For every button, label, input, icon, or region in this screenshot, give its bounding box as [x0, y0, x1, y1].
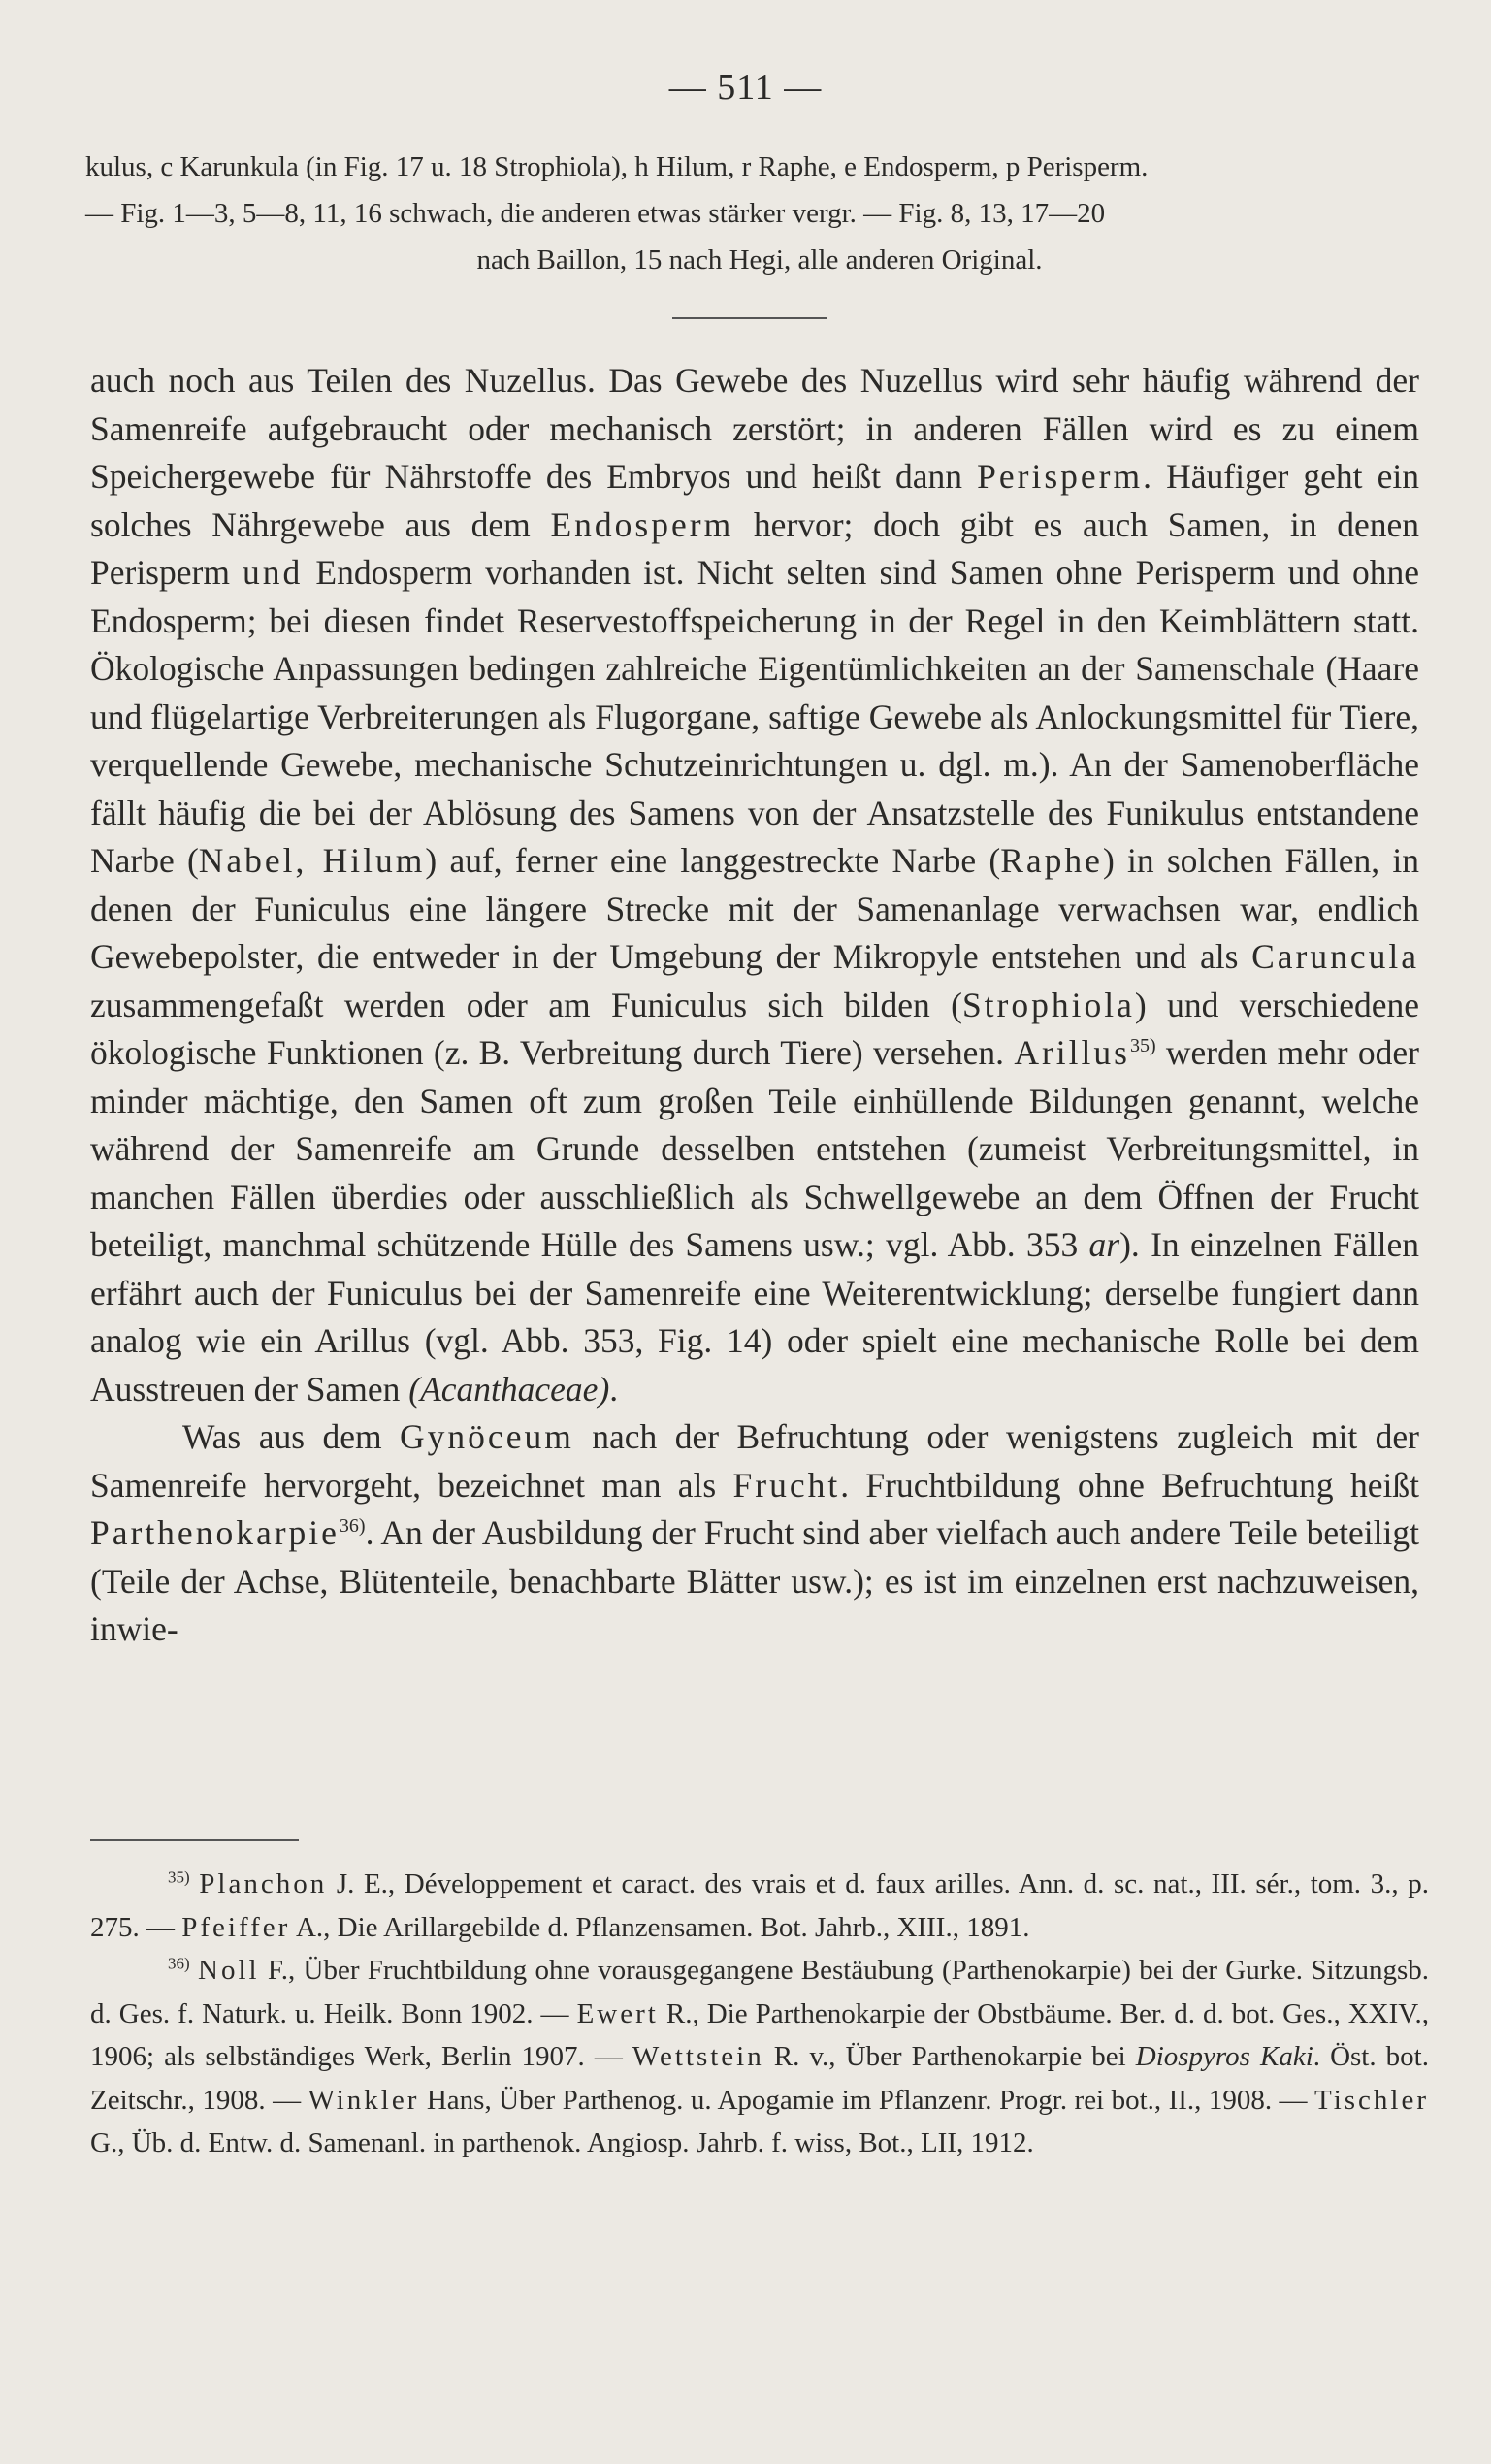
footnote-rule — [90, 1839, 299, 1841]
term-frucht: Frucht — [732, 1465, 841, 1505]
footnote-ref-36: 36) — [339, 1515, 366, 1538]
term-parthenokarpie: Parthenokarpie — [90, 1513, 340, 1552]
term-strophiola: Strophiola — [961, 985, 1135, 1024]
caption-line-1: kulus, c Karunkula (in Fig. 17 u. 18 Strophiola), h Hilum, r Raphe, e Endosperm, p Perisperm. — [85, 151, 1149, 182]
section-divider — [672, 317, 827, 319]
figure-caption-continuation — [85, 144, 1434, 283]
term-nabel-hilum: Nabel, Hilum — [198, 841, 426, 880]
term-arillus: Arillus — [1014, 1033, 1130, 1072]
caption-line-3: nach Baillon, 15 nach Hegi, alle anderen Original. — [476, 244, 1043, 276]
term-raphe: Raphe — [1000, 841, 1103, 880]
caption-line-2: — Fig. 1—3, 5—8, 11, 16 schwach, die anderen etwas stärker vergr. — Fig. 8, 13, 17—20 — [85, 198, 1106, 229]
term-gynoceum: Gynöceum — [400, 1417, 574, 1456]
footnote-35: $^{35)}$ Planchon J. E., Développement et caract. des vrais et d. faux arilles. Ann. d. sc. nat., III. sér., tom. 3., p. 275. — Pfeiffer A., Die Arillargebilde d. Pflanzensamen. Bot. Jahrb., XIII., 1891. — [90, 1867, 1430, 1943]
footnote-36: $^{36)}$ Noll F., Über Fruchtbildung ohne vorausgegangene Bestäubung (Parthenokarpie) bei der Gurke. Sitzungsb. d. Ges. f. Naturk. u. Heilk. Bonn 1902. — Ewert R., Die Parthenokarpie der Obstbäume. Ber. d. d. bot. Ges., XXIV., 1906; als selbständiges Werk, Berlin 1907. — Wettstein R. v., Über Parthenokarpie bei Diospyros Kaki. Öst. bot. Zeitschr., 1908. — Winkler Hans, Über Parthenog. u. Apogamie im Pflanzenr. Progr. rei bot., II., 1908. — Tischler G., Üb. d. Entw. d. Samenanl. in parthenok. Angiosp. Jahrb. f. wiss, Bot., LII, 1912. — [90, 1954, 1429, 2158]
term-acanthaceae: (Acanthaceae) — [408, 1369, 610, 1409]
term-caruncula: Caruncula — [1251, 937, 1419, 976]
paragraph-seeds: auch noch aus Teilen des Nuzellus. Das Gewebe des Nuzellus wird sehr häufig während der Samenreife aufgebraucht oder mechanisch zerstört; in anderen Fällen wird es zu einem Speichergewebe für Nährstoffe des Embryos und heißt dann Perisperm. Häufiger geht ein solches Nährgewebe aus dem Endosperm hervor; doch gibt es auch Samen, in denen Perisperm und Endosperm vorhanden ist. Nicht selten sind Samen ohne Perisperm und ohne Endosperm; bei diesen findet Reservestoffspeicherung in der Regel in den Keimblättern statt. Ökologische Anpassungen bedingen zahlreiche Eigentümlichkeiten an der Samenschale (Haare und flügelartige Verbreiterungen als Flugorgane, saftige Gewebe als Anlockungsmittel für Tiere, verquellende Gewebe, mechanische Schutzeinrichtungen u. dgl. m.). An der Samenoberfläche fällt häufig die bei der Ablösung des Samens von der Ansatzstelle des Funikulus entstandene Narbe (Nabel, Hilum) auf, ferner eine langgestreckte Narbe (Raphe) in solchen Fällen, in denen der Funiculus eine längere Strecke mit der Samenanlage verwachsen war, endlich Gewebepolster, die entweder in der Umgebung der Mikropyle entstehen und als Caruncula zusammengefaßt werden oder am Funiculus sich bilden (Strophiola) und verschiedene ökologische Funktionen (z. B. Verbreitung durch Tiere) versehen. Arillus$^{35)}$ werden mehr oder minder mächtige, den Samen oft zum großen Teile einhüllende Bildungen genannt, welche während der Samenreife am Grunde desselben entstehen (zumeist Verbreitungsmittel, in manchen Fällen überdies oder ausschließlich als Schwellgewebe an dem Öffnen der Frucht beteiligt, manchmal schützende Hülle des Samens usw.; vgl. Abb. 353 ar). In einzelnen Fällen erfährt auch der Funiculus bei der Samenreife eine Weiterentwicklung; derselbe fungiert dann analog wie ein Arillus (vgl. Abb. 353, Fig. 14) oder spielt eine mechanische Rolle bei dem Ausstreuen der Samen (Acanthaceae). — [90, 361, 1420, 1409]
paragraph-fruit: Was aus dem Gynöceum nach der Befruchtung oder wenigstens zugleich mit der Samenreife hervorgeht, bezeichnet man als Frucht. Fruchtbildung ohne Befruchtung heißt Parthenokarpie$^{36)}$. An der Ausbildung der Frucht sind aber vielfach auch andere Teile beteiligt (Teile der Achse, Blütenteile, benachbarte Blätter usw.); es ist im einzelnen erst nachzuweisen, inwie- — [90, 1417, 1419, 1648]
term-endosperm: Endosperm — [550, 504, 734, 544]
page-number: — 511 — — [668, 67, 823, 108]
term-perisperm: Perisperm — [977, 457, 1144, 496]
main-text — [90, 357, 1419, 1654]
footnote-ref-35: 35) — [1129, 1035, 1156, 1057]
footnotes — [90, 1863, 1429, 2165]
